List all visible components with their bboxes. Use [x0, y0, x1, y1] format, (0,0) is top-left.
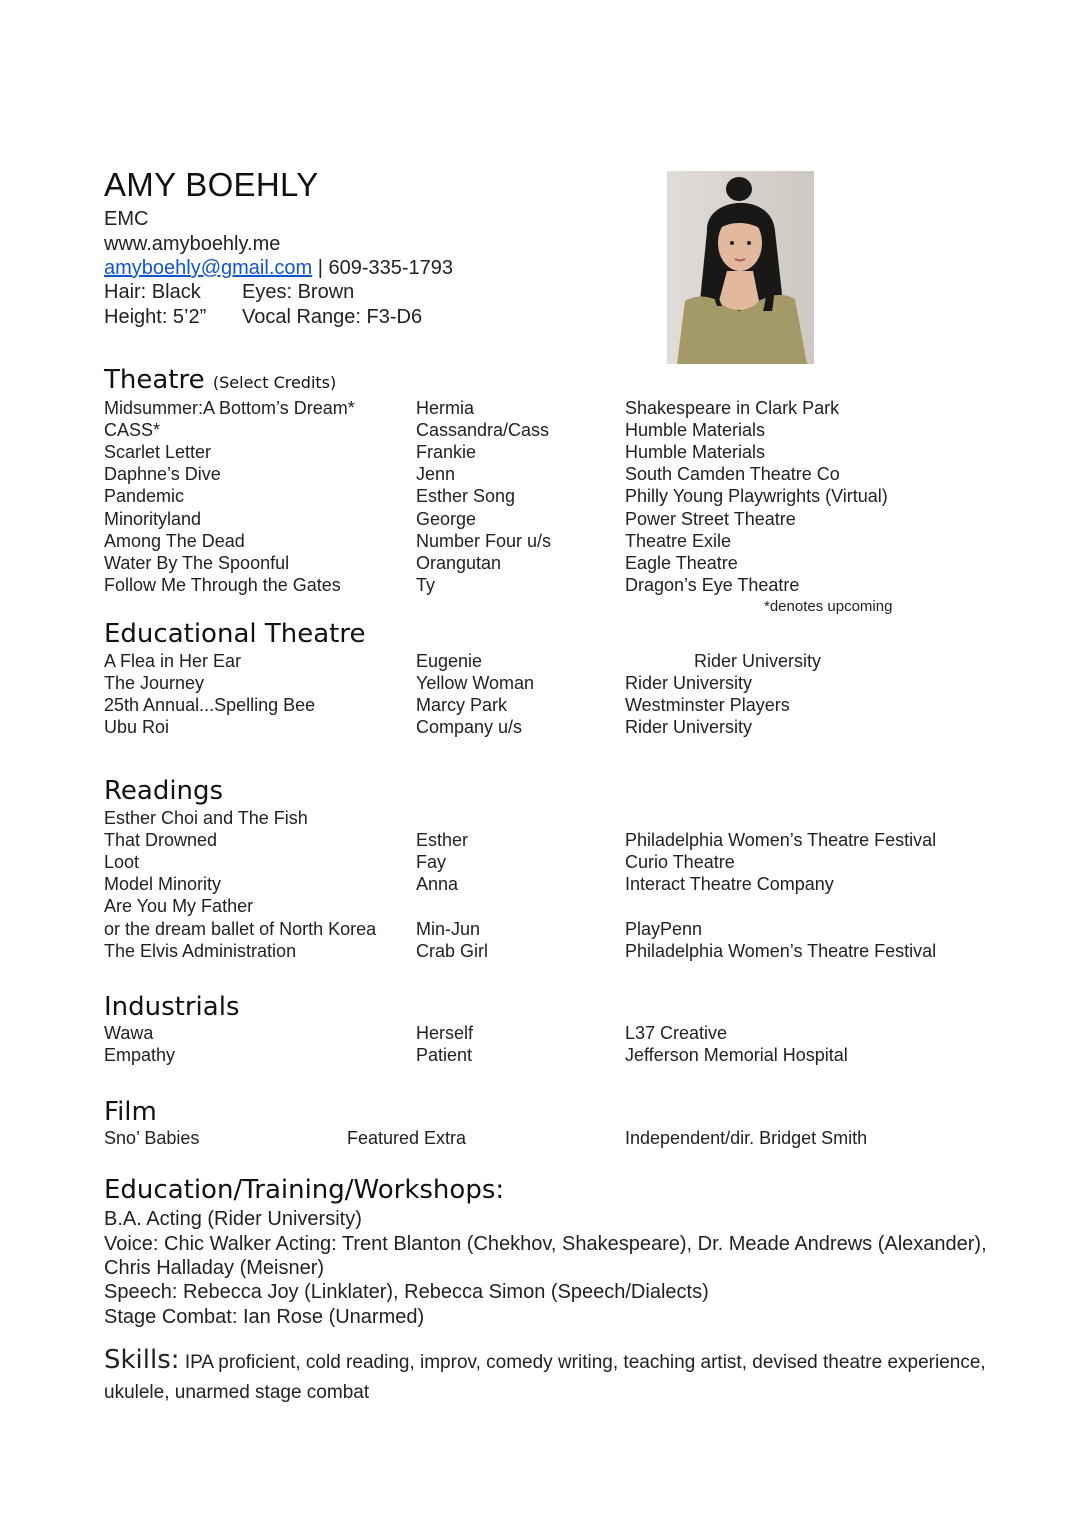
credit-title: That Drowned [104, 830, 218, 851]
credit-role: Marcy Park [416, 695, 508, 716]
credit-row [104, 807, 1004, 829]
credit-row [104, 873, 1004, 895]
credit-row [104, 694, 1004, 716]
credit-company: Rider University [694, 651, 822, 671]
credit-row [104, 441, 1004, 463]
credit-row [104, 397, 1004, 419]
credit-row [104, 530, 1004, 552]
credit-title: Ubu Roi [104, 717, 170, 738]
website-text: www.amyboehly.me [104, 233, 281, 255]
credit-company: L37 Creative [625, 1023, 728, 1043]
credit-title: Pandemic [104, 486, 185, 507]
credit-role: Jenn [416, 464, 456, 485]
credit-row [104, 650, 1004, 672]
credit-company: Rider University [625, 717, 753, 738]
credit-role: Featured Extra [347, 1128, 467, 1148]
credit-title: Model Minority [104, 874, 222, 895]
credit-row [104, 419, 1004, 441]
credit-title: or the dream ballet of North Korea [104, 918, 377, 939]
credit-title: Scarlet Letter [104, 442, 212, 463]
credit-company: Philadelphia Women’s Theatre Festival [625, 830, 937, 851]
credit-role: Min-Jun [416, 918, 481, 939]
section-title-educational: Educational Theatre [104, 619, 366, 649]
credit-role: Frankie [416, 442, 477, 463]
credit-title: Empathy [104, 1045, 176, 1066]
credit-role: Yellow Woman [416, 673, 535, 694]
credit-title: Esther Choi and The Fish [104, 808, 308, 828]
credit-title: 25th Annual...Spelling Bee [104, 695, 316, 716]
credit-title: Daphne’s Dive [104, 464, 221, 485]
credit-title: Midsummer:A Bottom’s Dream* [104, 398, 355, 418]
credit-row [104, 940, 1004, 962]
credit-role: Hermia [416, 398, 475, 418]
credit-title: Among The Dead [104, 530, 245, 551]
credit-title: Wawa [104, 1023, 154, 1043]
skills-block [104, 1345, 1004, 1408]
credit-title: A Flea in Her Ear [104, 651, 242, 671]
credit-title: CASS* [104, 420, 161, 441]
credit-role: George [416, 508, 477, 529]
credit-company: Rider University [625, 673, 753, 694]
credit-role: Fay [416, 852, 447, 873]
skills-text: IPA proficient, cold reading, improv, comedy writing, teaching artist, devised theatre experience, ukulele, unarmed stage combat [104, 1352, 986, 1403]
credit-role: Orangutan [416, 552, 502, 573]
union-status: EMC [104, 208, 149, 230]
credit-title: Minorityland [104, 508, 202, 529]
credit-company: South Camden Theatre Co [625, 464, 840, 485]
vocal-range: Vocal Range: F3-D6 [242, 306, 423, 328]
hair-color: Hair: Black [104, 281, 201, 303]
section-title-education: Education/Training/Workshops: [104, 1175, 505, 1205]
credit-company: Shakespeare in Clark Park [625, 398, 840, 418]
credit-title: The Journey [104, 673, 205, 694]
credit-role: Cassandra/Cass [416, 420, 550, 441]
credit-row [104, 552, 1004, 574]
education-line: Voice: Chic Walker Acting: Trent Blanton (Chekhov, Shakespeare), Dr. Meade Andrews (Alexander), [104, 1233, 987, 1255]
credit-row [104, 463, 1004, 485]
credit-title: Sno’ Babies [104, 1128, 200, 1148]
credit-company: Interact Theatre Company [625, 874, 834, 895]
credit-company: Power Street Theatre [625, 508, 796, 529]
credit-company: Curio Theatre [625, 852, 735, 873]
credit-row [104, 716, 1004, 738]
education-line: B.A. Acting (Rider University) [104, 1208, 362, 1230]
education-line: Chris Halladay (Meisner) [104, 1257, 325, 1279]
credit-company: Westminster Players [625, 695, 790, 716]
credit-role: Patient [416, 1045, 473, 1066]
section-subtitle: (Select Credits) [212, 373, 337, 392]
credit-company: Philadelphia Women’s Theatre Festival [625, 940, 937, 961]
credit-title: Water By The Spoonful [104, 552, 290, 573]
credit-row [104, 851, 1004, 873]
actor-name: AMY BOEHLY [104, 166, 319, 203]
credit-company: Humble Materials [625, 442, 766, 463]
height-stat: Height: 5’2” [104, 306, 207, 328]
email-link[interactable]: amyboehly@gmail.com [104, 257, 313, 279]
credit-row [104, 1022, 1004, 1044]
credit-row [104, 1127, 1004, 1149]
upcoming-note: *denotes upcoming [764, 598, 893, 615]
credit-company: Eagle Theatre [625, 552, 738, 573]
credit-title: Are You My Father [104, 896, 254, 917]
credit-company: Humble Materials [625, 420, 766, 441]
credit-company: Philly Young Playwrights (Virtual) [625, 486, 888, 507]
credit-row [104, 1044, 1004, 1066]
headshot-photo [667, 171, 814, 364]
credit-role: Esther Song [416, 486, 516, 507]
credit-row [104, 672, 1004, 694]
eye-color: Eyes: Brown [242, 281, 355, 303]
credit-row [104, 918, 1004, 940]
credit-row [104, 829, 1004, 851]
credit-role: Crab Girl [416, 940, 489, 961]
credit-company: Jefferson Memorial Hospital [625, 1045, 848, 1066]
credit-role: Number Four u/s [416, 530, 552, 551]
section-title-film: Film [104, 1097, 157, 1127]
credit-role: Esther [416, 830, 469, 851]
credit-company: Independent/dir. Bridget Smith [625, 1128, 868, 1148]
credit-role: Anna [416, 874, 459, 895]
credit-title: Loot [104, 852, 140, 873]
credit-company: Dragon’s Eye Theatre [625, 574, 800, 595]
section-title-theatre: Theatre (Select Credits) [104, 365, 337, 395]
credit-role: Eugenie [416, 651, 483, 671]
education-line: Speech: Rebecca Joy (Linklater), Rebecca Simon (Speech/Dialects) [104, 1281, 709, 1303]
credit-row [104, 485, 1004, 507]
credit-company: PlayPenn [625, 918, 703, 939]
credit-row [104, 574, 1004, 596]
credit-row [104, 508, 1004, 530]
section-title-readings: Readings [104, 776, 224, 806]
credit-role: Ty [416, 574, 436, 595]
education-line: Stage Combat: Ian Rose (Unarmed) [104, 1306, 425, 1328]
credit-title: The Elvis Administration [104, 940, 297, 961]
skills-label: Skills: [104, 1345, 180, 1375]
credit-title: Follow Me Through the Gates [104, 574, 341, 595]
credit-company: Theatre Exile [625, 530, 732, 551]
section-title-industrials: Industrials [104, 992, 240, 1022]
phone-number: | 609-335-1793 [312, 257, 454, 279]
credit-role: Herself [416, 1023, 474, 1043]
credit-row [104, 895, 1004, 917]
contact-line [104, 256, 453, 280]
credit-role: Company u/s [416, 717, 523, 738]
